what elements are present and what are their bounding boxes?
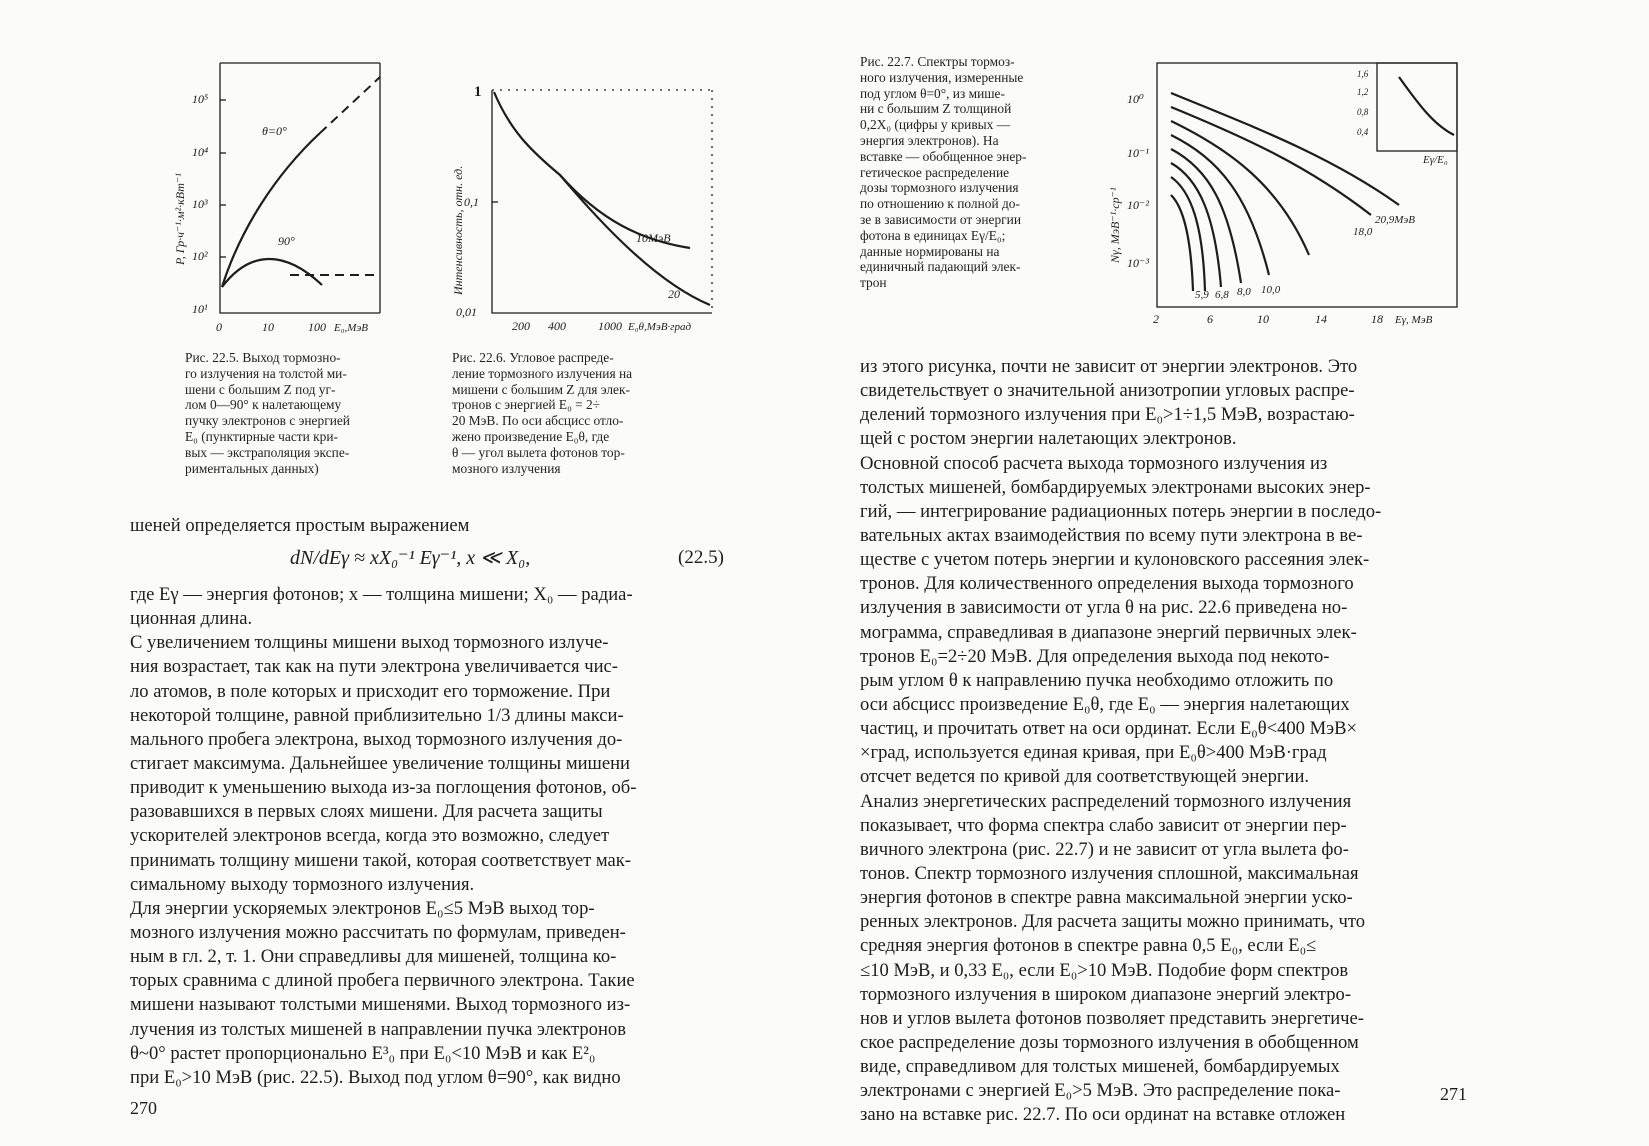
- caption-line: θ — угол вылета фотонов тор-: [452, 444, 625, 460]
- text-line: виде, справедливом для толстых мишеней, бомбардируемых: [860, 1056, 1340, 1078]
- right-body-text: [860, 355, 1472, 1128]
- caption-line: пучку электронов с энергией: [185, 413, 350, 429]
- fig227-inset-ytick: 1,6: [1357, 69, 1369, 79]
- text-line: θ~0° растет пропорционально E³₀ при E₀<10 МэВ и как E²₀: [130, 1042, 596, 1064]
- fig227-ytick: 10⁰: [1127, 92, 1144, 106]
- caption-line: мишени с большим Z для элек-: [452, 381, 630, 397]
- fig225-xtick: 0: [216, 320, 222, 334]
- right-page: [824, 0, 1649, 1146]
- fig225-curve-90deg: [222, 259, 322, 287]
- text-line: оси абсцисс произведение E₀θ, где E₀ — энергия налетающих: [860, 693, 1350, 715]
- fig227-ytick: 10⁻²: [1127, 198, 1149, 212]
- text-line: приводит к уменьшению выхода из-за поглощения фотонов, об-: [130, 777, 637, 799]
- text-line: мозного излучения можно рассчитать по формулам, приведен-: [130, 921, 626, 943]
- text-line: свидетельствует о значительной анизотропии угловых распре-: [860, 380, 1355, 402]
- text-line: принимать толщину мишени такой, которая соответствует мак-: [130, 849, 632, 871]
- text-line: отсчет ведется по кривой для соответствующей энергии.: [860, 766, 1310, 788]
- fig227-ylabel: Nγ, МэВ⁻¹·ср⁻¹: [1108, 187, 1122, 263]
- text-line: показывает, что форма спектра слабо зависит от энергии пер-: [860, 814, 1347, 836]
- caption-line: 20 МэВ. По оси абсцисс отло-: [452, 413, 624, 429]
- fig225-curve-0deg-extrapolation: [320, 77, 380, 133]
- caption-line: фотона в единицах Eγ/E₀;: [860, 227, 1006, 243]
- caption-line: ного излучения, измеренные: [860, 69, 1024, 85]
- fig227-curve-label: 8,0: [1237, 286, 1251, 298]
- equation-22-5: dN/dEγ ≈ xX₀⁻¹ Eγ⁻¹, x ≪ X₀,: [290, 547, 531, 569]
- fig225-caption: [185, 350, 407, 476]
- page-number-right: 271: [1440, 1084, 1467, 1104]
- fig227-inset-ytick: 0,8: [1357, 107, 1369, 117]
- caption-line: гетическое распределение: [860, 164, 1010, 180]
- text-line: мишени называют толстыми мишенями. Выход тормозного из-: [130, 994, 631, 1016]
- fig227-curve: [1171, 163, 1221, 287]
- text-line: тонов. Спектр тормозного излучения сплошной, максимальная: [860, 862, 1359, 884]
- fig227-xtick: 10: [1257, 312, 1269, 326]
- caption-line: риментальных данных): [185, 460, 319, 476]
- caption-line: го излучения на толстой ми-: [185, 365, 347, 381]
- fig226-ytick: 1: [474, 84, 482, 100]
- text-line: энергия фотонов в спектре равна максимальной энергии уско-: [860, 887, 1353, 909]
- text-line: из этого рисунка, почти не зависит от энергии электронов. Это: [860, 356, 1358, 377]
- caption-line: трон: [860, 275, 887, 291]
- fig226-ytick: 0,1: [464, 195, 479, 209]
- text-line: излучения в зависимости от угла θ на рис. 22.6 приведена но-: [860, 597, 1348, 619]
- fig227-inset-label: Eγ/E₀: [1423, 154, 1448, 166]
- text-line: тормозного излучения в широком диапазоне энергий электро-: [860, 983, 1352, 1005]
- text-line: ло атомов, в поле которых и приcходит его торможение. При: [130, 680, 611, 702]
- fig227-xtick: 18: [1371, 312, 1383, 326]
- fig226-caption: [452, 350, 700, 476]
- caption-line: под углом θ=0°, из мише-: [860, 85, 1005, 101]
- fig226-label-20: 20: [668, 287, 680, 301]
- text-line: делений тормозного излучения при E₀>1÷1,5 МэВ, возрастаю-: [860, 404, 1355, 426]
- fig227-inset-ytick: 0,4: [1357, 127, 1369, 137]
- text-line: ≤10 МэВ, и 0,33 E₀, если E₀>10 МэВ. Подобие форм спектров: [860, 959, 1349, 981]
- fig225-label-90deg: 90°: [278, 234, 295, 248]
- text-line: средняя энергия фотонов в спектре равна 0,5 E₀, если E₀≤: [860, 935, 1317, 957]
- fig227-xtick: 6: [1207, 312, 1213, 326]
- figure-22-6: [450, 80, 740, 345]
- fig226-xtick: 1000: [598, 319, 622, 333]
- text-line: тронов. Для количественного определения выхода тормозного: [860, 573, 1354, 595]
- text-line: ния возрастает, так как на пути электрона увеличивается чис-: [130, 656, 618, 678]
- text-line: С увеличением толщины мишени выход тормозного излуче-: [130, 632, 609, 654]
- text-line: нов и углов вылета фотонов позволяет представить энергетиче-: [860, 1007, 1364, 1029]
- text-line: вательных актах взаимодействия по всему пути электрона в ве-: [860, 524, 1363, 546]
- caption-line: дозы тормозного излучения: [860, 180, 1019, 196]
- left-page: [0, 0, 824, 1146]
- fig225-ytick: 10¹: [192, 302, 208, 316]
- text-line: шеней определяется простым выражением: [130, 515, 470, 536]
- text-line: при E₀>10 МэВ (рис. 22.5). Выход под углом θ=90°, как видно: [130, 1066, 621, 1088]
- caption-line: единичный падающий элек-: [860, 259, 1021, 275]
- text-line: ренных электронов. Для расчета защиты можно принимать, что: [860, 911, 1365, 933]
- text-line: электронами с энергией E₀>5 МэВ. Это распределение пока-: [860, 1080, 1341, 1102]
- text-line: частиц, и прочитать ответ на оси ординат. Если E₀θ<400 МэВ×: [860, 718, 1358, 740]
- caption-line: тронов с энергией E₀ = 2÷: [452, 397, 601, 413]
- text-line: Основной способ расчета выхода тормозного излучения из: [860, 452, 1328, 474]
- text-line: мограмма, справедливая в диапазоне энергий первичных элек-: [860, 621, 1357, 643]
- caption-line: ни с большим Z толщиной: [860, 101, 1012, 117]
- fig226-label-10mev: 10МэВ: [636, 231, 671, 245]
- fig227-inset-ytick: 1,2: [1357, 87, 1369, 97]
- text-line: стигает максимума. Дальнейшее увеличение толщины мишени: [130, 752, 631, 774]
- fig227-curve-label: 18,0: [1353, 226, 1373, 238]
- text-line: ществе с учетом потерь энергии и кулоновского рассеяния элек-: [860, 549, 1370, 571]
- fig226-curve-20mev: [494, 92, 710, 305]
- fig227-ytick: 10⁻¹: [1127, 146, 1149, 160]
- page-number-left: 270: [130, 1098, 157, 1118]
- text-line: тронов E₀=2÷20 МэВ. Для определения выхода под некото-: [860, 645, 1330, 667]
- fig227-curve: [1171, 195, 1193, 291]
- fig226-axes: [492, 90, 712, 313]
- equation-number: (22.5): [678, 547, 724, 568]
- text-line: зано на вставке рис. 22.7. По оси ординат на вставке отложен: [860, 1104, 1346, 1126]
- fig227-caption: [860, 54, 1086, 291]
- fig225-xtick: 10: [262, 320, 274, 334]
- fig226-xlabel: E₀θ,МэВ·град: [628, 321, 692, 333]
- fig226-xtick: 200: [512, 319, 530, 333]
- caption-line: данные нормированы на: [860, 243, 1000, 259]
- fig225-xlabel: E₀,МэВ: [334, 322, 369, 334]
- text-line: лучения из толстых мишеней в направлении пучка электронов: [130, 1018, 626, 1040]
- text-line: ускорителей электронов всегда, когда это возможно, следует: [130, 825, 610, 847]
- caption-line: жено произведение E₀θ, где: [452, 428, 610, 444]
- text-line: где Eγ — энергия фотонов; x — толщина мишени; X₀ — радиа-: [130, 584, 633, 605]
- fig227-curve-label: 10,0: [1261, 284, 1281, 296]
- fig227-inset: [1377, 63, 1457, 151]
- text-line: рым углом θ к направлению пучка необходимо отложить по: [860, 669, 1334, 691]
- text-line: мального пробега электрона, выход тормозного излучения до-: [130, 728, 623, 750]
- caption-line: Рис. 22.7. Спектры тормоз-: [860, 54, 1015, 69]
- text-line: Анализ энергетических распределений тормозного излучения: [860, 790, 1352, 812]
- fig227-curve: [1171, 121, 1309, 255]
- caption-line: Рис. 22.5. Выход тормозно-: [185, 350, 341, 365]
- fig226-xtick: 400: [548, 319, 566, 333]
- caption-line: ление тормозного излучения на: [452, 365, 633, 381]
- text-line: гий, — интегрирование радиационных потерь энергии в последо-: [860, 500, 1382, 522]
- fig225-xtick: 100: [308, 320, 326, 334]
- fig227-inset-curve: [1399, 77, 1454, 135]
- fig227-ytick: 10⁻³: [1127, 256, 1149, 270]
- caption-line: 0,2X₀ (цифры у кривых —: [860, 117, 1011, 133]
- text-line: щей с ростом энергии налетающих электронов.: [860, 428, 1237, 450]
- fig227-xtick: 14: [1315, 312, 1327, 326]
- text-line: вичного электрона (рис. 22.7) и не зависит от угла вылета фо-: [860, 838, 1349, 860]
- caption-line: по отношению к полной до-: [860, 196, 1020, 212]
- text-line: ционная длина.: [130, 608, 253, 630]
- text-line: симальному выходу тормозного излучения.: [130, 873, 475, 895]
- fig225-curve-0deg: [222, 133, 320, 287]
- text-line: ское распределение дозы тормозного излучения в обобщенном: [860, 1031, 1359, 1053]
- fig226-ytick: 0,01: [456, 305, 477, 319]
- text-line: торых сравнима с длиной пробега первичного электрона. Такие: [130, 970, 635, 992]
- caption-line: шени с большим Z под уг-: [185, 381, 336, 397]
- fig227-xlabel: Eγ, МэВ: [1395, 314, 1433, 326]
- fig227-curve-label: 5,9: [1195, 289, 1209, 301]
- caption-line: вых — экстраполяция экспе-: [185, 444, 350, 460]
- text-line: некоторой толщине, равной приблизительно 1/3 длины макси-: [130, 704, 624, 726]
- fig227-xtick: 2: [1153, 312, 1159, 326]
- text-line: ×град, используется единая кривая, при E₀θ>400 МэВ·град: [860, 742, 1327, 764]
- fig225-label-0deg: θ=0°: [262, 124, 287, 138]
- caption-line: Рис. 22.6. Угловое распреде-: [452, 350, 614, 365]
- left-body-text: [130, 583, 740, 1090]
- caption-line: мозного излучения: [452, 460, 561, 476]
- fig225-ytick: 10⁴: [192, 145, 209, 159]
- fig227-frame: [1157, 63, 1457, 307]
- caption-line: вставке — обобщенное энер-: [860, 148, 1027, 164]
- caption-line: E₀ (пунктирные части кри-: [185, 428, 338, 444]
- text-line: Для энергии ускоряемых электронов E₀≤5 МэВ выход тор-: [130, 897, 595, 919]
- fig225-ytick: 10³: [192, 197, 208, 211]
- text-line: разовавшихся в первых слоях мишени. Для расчета защиты: [130, 801, 603, 823]
- fig225-ytick: 10²: [192, 249, 208, 263]
- fig227-curve-label: 20,9МэВ: [1375, 214, 1415, 226]
- text-line: толстых мишеней, бомбардируемых электронами высоких энер-: [860, 476, 1371, 498]
- caption-line: зе в зависимости от энергии: [860, 211, 1021, 227]
- left-top-line: [130, 514, 740, 538]
- text-line: ным в гл. 2, т. 1. Они справедливы для мишеней, толщина ко-: [130, 946, 617, 968]
- fig225-ylabel: P, Гр·ч⁻¹·м²·кВт⁻¹: [173, 173, 187, 265]
- figure-22-5: [170, 55, 410, 345]
- fig227-curve-label: 6,8: [1215, 289, 1229, 301]
- fig226-ylabel: Интенсивность, отн. ед.: [451, 165, 465, 295]
- fig225-ytick: 10⁵: [192, 92, 209, 106]
- figure-22-7: [1109, 55, 1469, 345]
- caption-line: энергия электронов). На: [860, 132, 999, 148]
- caption-line: лом 0—90° к налетающему: [185, 397, 342, 413]
